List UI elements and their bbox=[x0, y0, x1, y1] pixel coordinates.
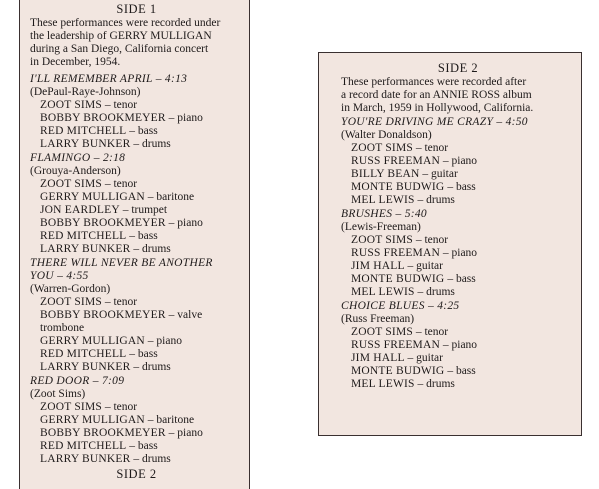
musician-line: LARRY BUNKER – drums bbox=[40, 453, 171, 465]
intro-line: in December, 1954. bbox=[30, 56, 121, 68]
musician-name: MONTE BUDWIG bbox=[351, 273, 445, 285]
musician-line: RUSS FREEMAN – piano bbox=[351, 247, 478, 259]
musician-instrument: tenor bbox=[113, 401, 138, 413]
musician-name: ZOOT SIMS bbox=[40, 99, 102, 111]
musician-instrument: bass bbox=[455, 181, 476, 193]
intro-text bbox=[30, 17, 243, 69]
musician-instrument: guitar bbox=[416, 260, 443, 272]
musician-name: MONTE BUDWIG bbox=[351, 365, 445, 377]
musician-line: ZOOT SIMS – tenor bbox=[40, 296, 138, 308]
track-duration: 2:18 bbox=[102, 152, 126, 164]
musician-name: JON EARDLEY bbox=[40, 204, 120, 216]
musician-instrument: drums bbox=[141, 361, 171, 373]
musician-name: MEL LEWIS bbox=[351, 378, 415, 390]
musician-instrument: piano bbox=[177, 112, 203, 124]
musician-line: MEL LEWIS – drums bbox=[351, 378, 455, 390]
musician-name: RUSS FREEMAN bbox=[351, 339, 440, 351]
musician-line: RED MITCHELL – bass bbox=[40, 440, 158, 452]
musician-instrument: piano bbox=[451, 155, 478, 167]
intro-line: These performances were recorded under bbox=[30, 17, 221, 29]
musician-name: RED MITCHELL bbox=[40, 348, 127, 360]
musician-name: LARRY BUNKER bbox=[40, 361, 131, 373]
musician-name: GERRY MULLIGAN bbox=[40, 191, 145, 203]
musician-name: LARRY BUNKER bbox=[40, 138, 131, 150]
track-entry bbox=[30, 257, 243, 374]
musician-instrument: bass bbox=[455, 273, 476, 285]
musician-name: BOBBY BROOKMEYER bbox=[40, 217, 166, 229]
track-duration: 4:50 bbox=[505, 116, 528, 128]
musician-instrument: bass bbox=[137, 125, 158, 137]
side-1-panel bbox=[19, 0, 250, 489]
musician-name: BOBBY BROOKMEYER bbox=[40, 112, 166, 124]
musician-line: MONTE BUDWIG – bass bbox=[351, 365, 476, 377]
track-title-line: CHOICE BLUES – 4:25 bbox=[341, 300, 460, 312]
track-title-line: I'LL REMEMBER APRIL – 4:13 bbox=[30, 73, 188, 85]
track-title: I'LL REMEMBER APRIL bbox=[30, 73, 153, 85]
musician-line: RED MITCHELL – bass bbox=[40, 125, 158, 137]
intro-line: the leadership of GERRY MULLIGAN bbox=[30, 30, 212, 42]
track-title: THERE WILL NEVER BE ANOTHER bbox=[30, 257, 213, 269]
musician-name: BOBBY BROOKMEYER bbox=[40, 309, 166, 321]
musician-name: RED MITCHELL bbox=[40, 440, 127, 452]
musician-instrument: drums bbox=[426, 286, 455, 298]
musician-name: GERRY MULLIGAN bbox=[40, 335, 145, 347]
musician-line: LARRY BUNKER – drums bbox=[40, 138, 171, 150]
musician-line: RUSS FREEMAN – piano bbox=[351, 155, 478, 167]
musician-instrument: tenor bbox=[113, 99, 138, 111]
musician-line: LARRY BUNKER – drums bbox=[40, 361, 171, 373]
track-list bbox=[341, 116, 575, 391]
musician-name: GERRY MULLIGAN bbox=[40, 414, 145, 426]
musician-instrument: drums bbox=[141, 453, 171, 465]
musician-line: GERRY MULLIGAN – baritone bbox=[40, 414, 195, 426]
musician-name: ZOOT SIMS bbox=[40, 178, 102, 190]
musician-name: JIM HALL bbox=[351, 260, 405, 272]
musician-line: BOBBY BROOKMEYER – piano bbox=[40, 427, 203, 439]
track-entry bbox=[341, 116, 575, 207]
musician-name: BOBBY BROOKMEYER bbox=[40, 427, 166, 439]
musician-instrument: tenor bbox=[424, 234, 449, 246]
musician-instrument: drums bbox=[426, 194, 455, 206]
intro-text bbox=[341, 76, 575, 115]
track-title-line: FLAMINGO – 2:18 bbox=[30, 152, 126, 164]
musician-name: MEL LEWIS bbox=[351, 286, 415, 298]
musician-instrument: tenor bbox=[113, 178, 138, 190]
musician-instrument: bass bbox=[455, 365, 476, 377]
track-composer: (DePaul-Raye-Johnson) bbox=[30, 86, 141, 98]
musician-name: RED MITCHELL bbox=[40, 230, 127, 242]
musician-line: LARRY BUNKER – drums bbox=[40, 243, 171, 255]
musician-name: ZOOT SIMS bbox=[40, 296, 102, 308]
musician-line: BOBBY BROOKMEYER – valve bbox=[40, 309, 203, 321]
intro-line: These performances were recorded after bbox=[341, 76, 527, 88]
musician-line: RED MITCHELL – bass bbox=[40, 230, 158, 242]
musician-line: ZOOT SIMS – tenor bbox=[40, 178, 138, 190]
musician-name: RED MITCHELL bbox=[40, 125, 127, 137]
track-composer: (Walter Donaldson) bbox=[341, 129, 432, 141]
track-duration: 7:09 bbox=[101, 375, 125, 387]
musician-name: LARRY BUNKER bbox=[40, 243, 131, 255]
musician-name: ZOOT SIMS bbox=[40, 401, 102, 413]
track-duration: 4:55 bbox=[66, 270, 89, 282]
musician-instrument: piano bbox=[156, 335, 182, 347]
track-composer: (Warren-Gordon) bbox=[30, 283, 111, 295]
track-title: BRUSHES bbox=[341, 208, 393, 220]
track-title: YOU'RE DRIVING ME CRAZY bbox=[341, 116, 494, 128]
track-duration: 5:40 bbox=[404, 208, 427, 220]
musician-line: MONTE BUDWIG – bass bbox=[351, 273, 476, 285]
track-composer: (Russ Freeman) bbox=[341, 313, 415, 325]
track-duration: 4:13 bbox=[164, 73, 188, 85]
musician-name: LARRY BUNKER bbox=[40, 453, 131, 465]
musician-instrument: bass bbox=[137, 348, 158, 360]
musician-instrument: guitar bbox=[416, 352, 443, 364]
side-heading: SIDE 2 bbox=[437, 61, 479, 75]
musician-instrument: tenor bbox=[424, 142, 449, 154]
track-title: CHOICE BLUES bbox=[341, 300, 425, 312]
musician-name: JIM HALL bbox=[351, 352, 405, 364]
track-composer: (Grouya-Anderson) bbox=[30, 165, 121, 177]
musician-instrument: piano bbox=[451, 247, 478, 259]
musician-instrument: tenor bbox=[113, 296, 138, 308]
musician-name: ZOOT SIMS bbox=[351, 326, 413, 338]
musician-instrument: bass bbox=[137, 440, 158, 452]
musician-line: BILLY BEAN – guitar bbox=[351, 168, 458, 180]
intro-line: a record date for an ANNIE ROSS album bbox=[341, 89, 532, 101]
musician-instrument: drums bbox=[426, 378, 455, 390]
track-title-continued: YOU bbox=[30, 270, 54, 282]
musician-line: JIM HALL – guitar bbox=[351, 352, 443, 364]
musician-line: ZOOT SIMS – tenor bbox=[351, 234, 449, 246]
track-entry bbox=[30, 73, 243, 151]
track-title-line: YOU – 4:55 bbox=[30, 270, 89, 282]
musician-instrument-continued: trombone bbox=[40, 322, 85, 334]
musician-line: BOBBY BROOKMEYER – piano bbox=[40, 112, 203, 124]
intro-line: during a San Diego, California concert bbox=[30, 43, 209, 55]
musician-line: RUSS FREEMAN – piano bbox=[351, 339, 478, 351]
musician-name: MEL LEWIS bbox=[351, 194, 415, 206]
musician-line: ZOOT SIMS – tenor bbox=[40, 401, 138, 413]
musician-instrument: drums bbox=[141, 243, 171, 255]
musician-instrument: piano bbox=[451, 339, 478, 351]
musician-instrument: piano bbox=[177, 217, 203, 229]
musician-line: GERRY MULLIGAN – baritone bbox=[40, 191, 195, 203]
track-entry bbox=[30, 375, 243, 466]
musician-name: MONTE BUDWIG bbox=[351, 181, 445, 193]
musician-instrument: baritone bbox=[156, 191, 195, 203]
musician-line: JON EARDLEY – trumpet bbox=[40, 204, 168, 216]
track-entry bbox=[30, 152, 243, 256]
musician-instrument: piano bbox=[177, 427, 203, 439]
track-duration: 4:25 bbox=[437, 300, 460, 312]
side-heading-cut: SIDE 2 bbox=[116, 467, 157, 481]
musician-instrument: drums bbox=[141, 138, 171, 150]
track-title-line bbox=[30, 257, 243, 270]
musician-name: RUSS FREEMAN bbox=[351, 247, 440, 259]
track-composer: (Lewis-Freeman) bbox=[341, 221, 421, 233]
musician-instrument: trumpet bbox=[131, 204, 168, 216]
musician-name: RUSS FREEMAN bbox=[351, 155, 440, 167]
musician-name: ZOOT SIMS bbox=[351, 142, 413, 154]
side-2-panel bbox=[318, 52, 582, 436]
track-entry bbox=[341, 300, 575, 391]
musician-line: BOBBY BROOKMEYER – piano bbox=[40, 217, 203, 229]
track-title-line: BRUSHES – 5:40 bbox=[341, 208, 427, 220]
musician-instrument: bass bbox=[137, 230, 158, 242]
musician-line: ZOOT SIMS – tenor bbox=[351, 326, 449, 338]
musician-line: ZOOT SIMS – tenor bbox=[40, 99, 138, 111]
musician-line: MONTE BUDWIG – bass bbox=[351, 181, 476, 193]
track-title: FLAMINGO bbox=[30, 152, 91, 164]
side-heading: SIDE 1 bbox=[116, 2, 157, 16]
track-composer: (Zoot Sims) bbox=[30, 388, 86, 400]
track-list bbox=[30, 73, 243, 466]
track-entry bbox=[341, 208, 575, 299]
musician-instrument: baritone bbox=[156, 414, 195, 426]
track-title-line: RED DOOR – 7:09 bbox=[30, 375, 125, 387]
musician-line: MEL LEWIS – drums bbox=[351, 194, 455, 206]
musician-instrument: tenor bbox=[424, 326, 449, 338]
musician-instrument: guitar bbox=[430, 168, 458, 180]
intro-line: in March, 1959 in Hollywood, California. bbox=[341, 102, 534, 114]
musician-line: MEL LEWIS – drums bbox=[351, 286, 455, 298]
musician-name: BILLY BEAN bbox=[351, 168, 420, 180]
track-title: RED DOOR bbox=[30, 375, 90, 387]
musician-line: JIM HALL – guitar bbox=[351, 260, 443, 272]
musician-line: GERRY MULLIGAN – piano bbox=[40, 335, 182, 347]
musician-instrument: valve bbox=[177, 309, 203, 321]
musician-line: ZOOT SIMS – tenor bbox=[351, 142, 449, 154]
musician-name: ZOOT SIMS bbox=[351, 234, 413, 246]
track-title-line: YOU'RE DRIVING ME CRAZY – 4:50 bbox=[341, 116, 528, 128]
musician-line: RED MITCHELL – bass bbox=[40, 348, 158, 360]
